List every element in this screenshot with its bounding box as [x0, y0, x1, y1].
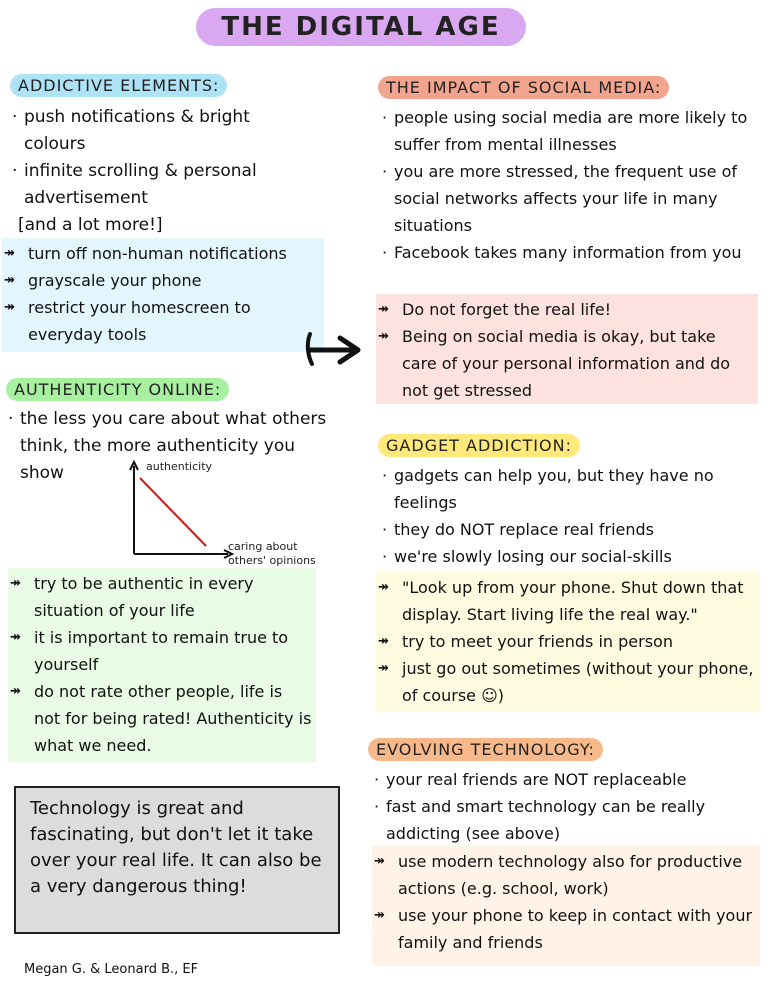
- evolving-bullet: · fast and smart technology can be really addicting (see above): [372, 793, 756, 847]
- arrow-right-icon: ↠: [378, 580, 389, 595]
- addictive-note: [and a lot more!]: [18, 215, 163, 235]
- social-bullet: · you are more stressed, the frequent use of social networks affects your life in many situations: [380, 158, 756, 239]
- social-tips: [376, 294, 758, 404]
- addictive-tips: [2, 238, 324, 348]
- gadget-tip: ↠ "Look up from your phone. Shut down that display. Start living life the real way.": [376, 574, 754, 628]
- authenticity-graph: [124, 458, 338, 570]
- authenticity-tip: ↠ it is important to remain true to yourself: [8, 624, 312, 678]
- social-tip: ↠ Do not forget the real life!: [376, 296, 752, 323]
- evolving-bullet: · your real friends are NOT replaceable: [372, 766, 756, 793]
- authenticity-tip: ↠ try to be authentic in every situation of your life: [8, 570, 312, 624]
- evolving-bullets: [372, 766, 756, 847]
- addictive-tips-box: [2, 238, 324, 352]
- gadget-tips-box: [376, 572, 760, 712]
- addictive-bullet: · push notifications & bright colours: [10, 104, 310, 158]
- arrow-right-icon: ↠: [378, 634, 389, 649]
- arrow-right-icon: ↠: [4, 273, 15, 288]
- authenticity-tips-box: [8, 568, 316, 762]
- gadget-tip: ↠ try to meet your friends in person: [376, 628, 754, 655]
- addictive-bullet: · infinite scrolling & personal advertisement: [10, 158, 310, 212]
- authenticity-tips: [8, 568, 316, 759]
- arrow-right-icon: ↠: [378, 302, 389, 317]
- graph-y-label: authenticity: [146, 460, 213, 473]
- addictive-bullets: [10, 104, 310, 212]
- social-bullet: · Facebook takes many information from you: [380, 239, 756, 266]
- gadget-bullets: [380, 462, 756, 570]
- credit-text: Megan G. & Leonard B., EF: [24, 962, 199, 977]
- authenticity-heading: AUTHENTICITY ONLINE:: [6, 378, 229, 401]
- gadget-bullet: · gadgets can help you, but they have no feelings: [380, 462, 756, 516]
- arrow-right-icon: ↠: [374, 854, 385, 869]
- social-bullets: [380, 104, 756, 266]
- social-heading: THE IMPACT OF SOCIAL MEDIA:: [378, 76, 669, 99]
- conclusion-box: Technology is great and fascinating, but don't let it take over your real life. It can also be a very dangerous thing!: [14, 786, 340, 934]
- arrow-right-icon: ↠: [374, 908, 385, 923]
- gadget-bullet: · they do NOT replace real friends: [380, 516, 756, 543]
- arrow-right-icon: ↠: [4, 300, 15, 315]
- evolving-tips: [372, 846, 760, 956]
- social-tips-box: [376, 294, 758, 404]
- gadget-heading: GADGET ADDICTION:: [378, 434, 580, 457]
- gadget-bullet: · we're slowly losing our social-skills: [380, 543, 756, 570]
- arrow-right-icon: ↠: [10, 630, 21, 645]
- gadget-tips: [376, 572, 760, 709]
- addictive-tip: ↠ restrict your homescreen to everyday tools: [2, 294, 320, 348]
- addictive-tip: ↠ turn off non-human notifications: [2, 240, 320, 267]
- addictive-heading: ADDICTIVE ELEMENTS:: [10, 74, 227, 97]
- evolving-tip: ↠ use modern technology also for productive actions (e.g. school, work): [372, 848, 754, 902]
- arrow-right-icon: ↠: [378, 329, 389, 344]
- page-title: THE DIGITAL AGE: [196, 8, 526, 46]
- big-arrow-right-icon: [304, 330, 362, 370]
- graph-x-label-1: caring about: [228, 540, 298, 553]
- social-bullet: · people using social media are more likely to suffer from mental illnesses: [380, 104, 756, 158]
- addictive-tip: ↠ grayscale your phone: [2, 267, 320, 294]
- evolving-tip: ↠ use your phone to keep in contact with your family and friends: [372, 902, 754, 956]
- gadget-tip: ↠ just go out sometimes (without your phone, of course ☺): [376, 655, 754, 709]
- graph-trend-line: [140, 478, 206, 546]
- authenticity-tip: ↠ do not rate other people, life is not for being rated! Authenticity is what we need.: [8, 678, 312, 759]
- arrow-right-icon: ↠: [4, 246, 15, 261]
- graph-x-label-2: others' opinions: [228, 554, 316, 567]
- arrow-right-icon: ↠: [10, 684, 21, 699]
- evolving-tips-box: [372, 846, 760, 966]
- authenticity-bullet: · the less you care about what others think, the more authenticity you show: [6, 406, 336, 487]
- arrow-right-icon: ↠: [378, 661, 389, 676]
- evolving-heading: EVOLVING TECHNOLOGY:: [368, 738, 603, 761]
- arrow-right-icon: ↠: [10, 576, 21, 591]
- social-tip: ↠ Being on social media is okay, but take care of your personal information and do not get stressed: [376, 323, 752, 404]
